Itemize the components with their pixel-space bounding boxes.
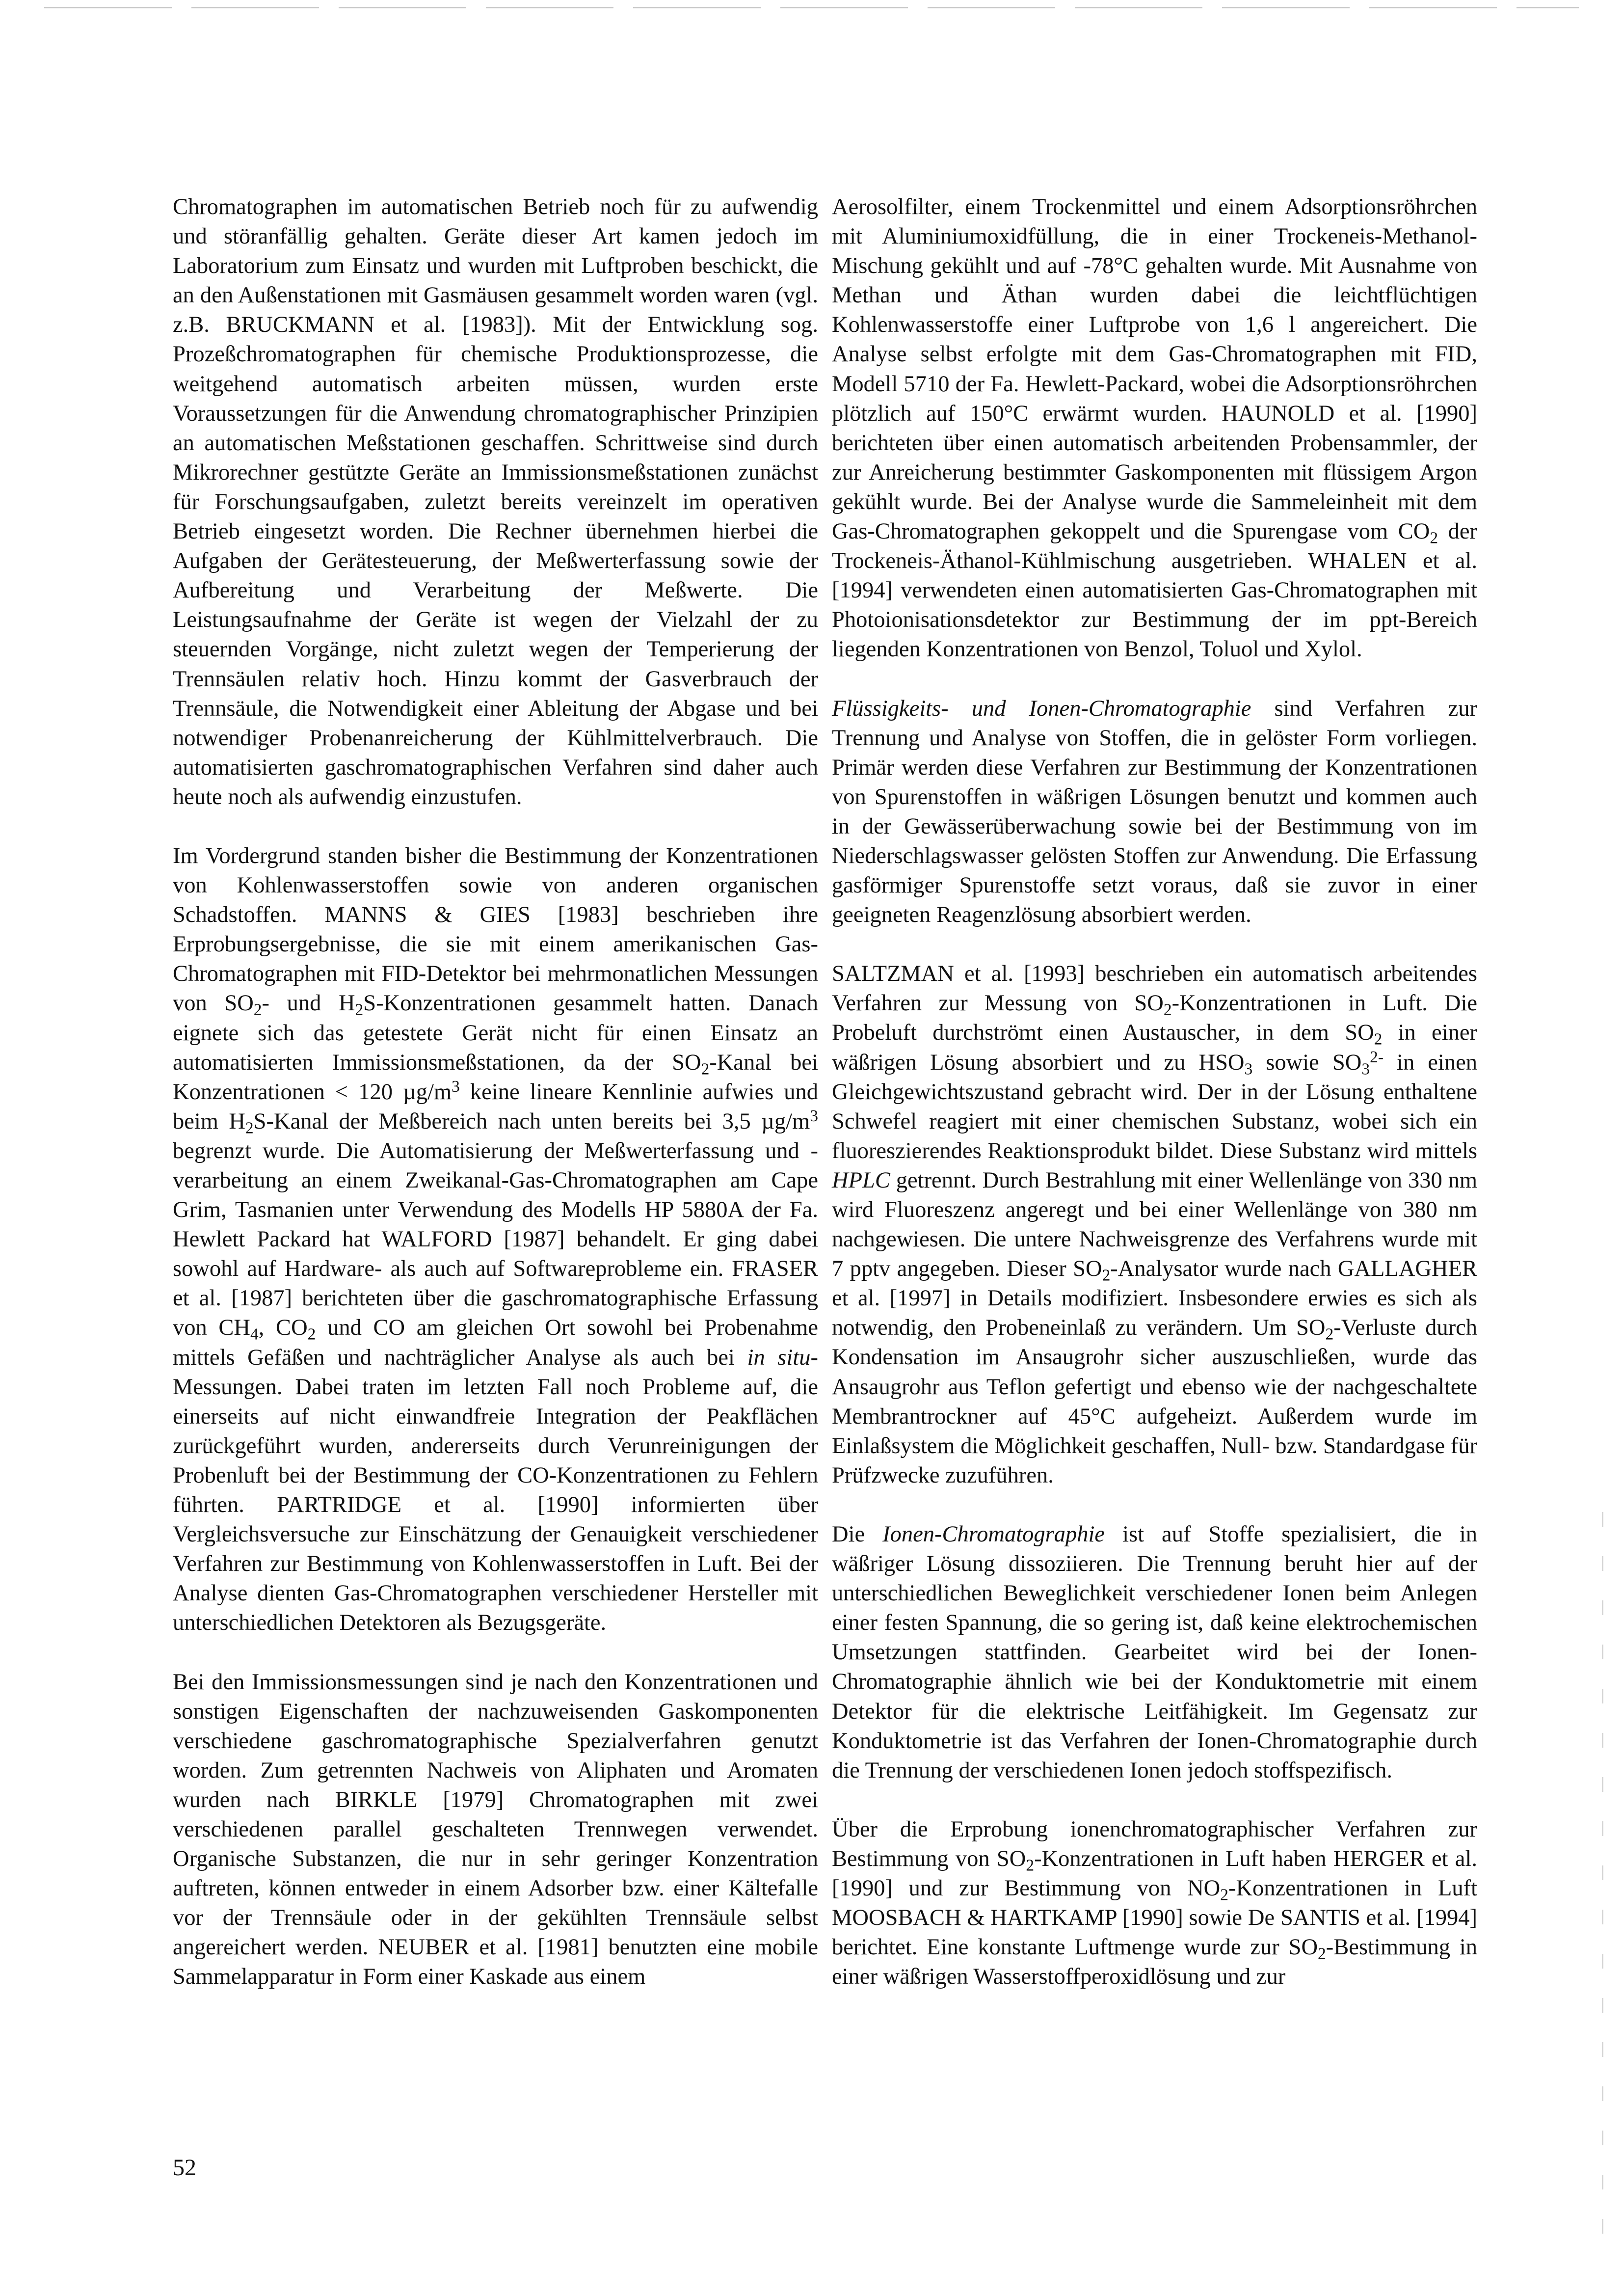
scan-edge-right	[1602, 1512, 1603, 2248]
paragraph-liquid-ion-chromatography: Flüssigkeits- und Ionen-Chromatographie sind Verfahren zur Trennung und Analyse von Stoffen, die in gelöster Form vorliegen. Primär werden diese Verfahren zur Bestimmung der Konzentrationen von Spurenstoffen in wäßrigen Lösungen benutzt und kommen auch in der Gewässerüberwachung sowie bei der Bestimmung von im Niederschlagswasser gelösten Stoffen zur Anwendung. Die Erfassung gasförmiger Spurenstoffe setzt voraus, daß sie zuvor in einer geeigneten Reagenzlösung absorbiert werden.	[832, 696, 1478, 928]
paragraph-special-methods: Bei den Immissionsmessungen sind je nach den Konzentrationen und sonstigen Eigenschaften der nachzuweisenden Gaskomponenten verschiedene gaschromatographische Spezialverfahren genutzt worden. Zum getrennten Nachweis von Aliphaten und Aromaten wurden nach BIRKLE [1979] Chromatographen mit zwei verschiedenen parallel geschalteten Trennwegen verwendet. Organische Substanzen, die nur in sehr geringer Konzentration auftreten, können entweder in einem Adsorber bzw. einer Kältefalle vor der Trennsäule oder in der gekühlten Trennsäule selbst angereichert werden. NEUBER et al. [1981] benutzten eine mobile Sammelapparatur in Form einer Kaskade aus einem	[173, 1669, 818, 1990]
paragraph-gc-automation: Chromatographen im automatischen Betrieb noch für zu aufwendig und störanfällig gehalten. Geräte dieser Art kamen jedoch im Laboratorium zum Einsatz und wurden mit Luftproben beschickt, die an den Außenstationen mit Gasmäusen gesammelt worden waren (vgl. z.B. BRUCKMANN et al. [1983]). Mit der Entwicklung sog. Prozeßchromatographen für chemische Produktionsprozesse, die weitgehend automatisch arbeiten müssen, wurden erste Voraussetzungen für die Anwendung chromatographischer Prinzipien an automatischen Meßstationen geschaffen. Schrittweise sind durch Mikrorechner gestützte Geräte an Immissionsmeßstationen zunächst für Forschungsaufgaben, zuletzt bereits vereinzelt im operativen Betrieb eingesetzt worden. Die Rechner übernehmen hierbei die Aufgaben der Gerätesteuerung, der Meßwerterfassung sowie der Aufbereitung und Verarbeitung der Meßwerte. Die Leistungsaufnahme der Geräte ist wegen der Vielzahl der zu steuernden Vorgänge, nicht zuletzt wegen der Temperierung der Trennsäulen relativ hoch. Hinzu kommt der Gasverbrauch der Trennsäule, die Notwendigkeit einer Ableitung der Abgase und bei notwendiger Probenanreicherung der Kühlmittelverbrauch. Die automatisierten gaschromatographischen Verfahren sind daher auch heute noch als aufwendig einzustufen.	[173, 194, 818, 810]
paragraph-aerosol-filter: Aerosolfilter, einem Trockenmittel und einem Adsorptionsröhrchen mit Aluminiumoxidfüllung, die in einer Trockeneis-Methanol-Mischung gekühlt und auf -78°C gehalten wurde. Mit Ausnahme von Methan und Äthan wurden dabei die leichtflüchtigen Kohlenwasserstoffe einer Luftprobe von 1,6 l angereichert. Die Analyse selbst erfolgte mit dem Gas-Chromatographen mit FID, Modell 5710 der Fa. Hewlett-Packard, wobei die Adsorptionsröhrchen plötzlich auf 150°C erwärmt wurden. HAUNOLD et al. [1990] berichteten über einen automatisch arbeitenden Probensammler, der zur Anreicherung bestimmter Gaskomponenten mit flüssigem Argon gekühlt wurde. Bei der Analyse wurde die Sammeleinheit mit dem Gas-Chromatographen gekoppelt und die Spurengase vom $CO_2$ der Trockeneis-Äthanol-Kühlmischung ausgetrieben. WHALEN et al. [1994] verwendeten einen automatisierten Gas-Chromatographen mit Photoionisationsdetektor zur Bestimmung der im ppt-Bereich liegenden Konzentrationen von Benzol, Toluol und Xylol.	[832, 194, 1477, 662]
right-column	[832, 192, 1477, 1992]
left-column	[173, 192, 818, 1992]
paragraph-ion-chromatography: Die Ionen-Chromatographie ist auf Stoffe spezialisiert, die in wäßriger Lösung dissoziieren. Die Trennung beruht hier auf der unterschiedlichen Beweglichkeit verschiedener Ionen beim Anlegen einer festen Spannung, die so gering ist, daß keine elektrochemischen Umsetzungen stattfinden. Gearbeitet wird bei der Ionen-Chromatographie ähnlich wie bei der Konduktometrie mit einem Detektor für die elektrische Leitfähigkeit. Im Gegensatz zur Konduktometrie ist das Verfahren der Ionen-Chromatographie durch die Trennung der verschiedenen Ionen jedoch stoffspezifisch.	[832, 1521, 1477, 1783]
paragraph-saltzman: SALTZMAN et al. [1993] beschrieben ein automatisch arbeitendes Verfahren zur Messung von $SO_2$-Konzentrationen in Luft. Die Probeluft durchströmt einen Austauscher, in dem $SO_2$ in einer wäßrigen Lösung absorbiert und zu $HSO_3$ sowie $SO_3^{2-}$ in einen Gleichgewichtszustand gebracht wird. Der in der Lösung enthaltene Schwefel reagiert mit einer chemischen Substanz, wobei sich ein fluoreszierendes Reaktionsprodukt bildet. Diese Substanz wird mittels HPLC getrennt. Durch Bestrahlung mit einer Wellenlänge von 330 nm wird Fluoreszenz angeregt und bei einer Wellenlänge von 380 nm nachgewiesen. Die untere Nachweisgrenze des Verfahrens wurde mit 7 pptv angegeben. Dieser $SO_2$-Analysator wurde nach GALLAGHER et al. [1997] in Details modifiziert. Insbesondere erwies es sich als notwendig, den Probeneinlaß zu verändern. Um $SO_2$-Verluste durch Kondensation im Ansaugrohr sicher auszuschließen, wurde das Ansaugrohr aus Teflon gefertigt und ebenso wie der nachgeschaltete Membrantrockner auf 45°C aufgeheizt. Außerdem wurde im Einlaßsystem die Möglichkeit geschaffen, Null- bzw. Standardgase für Prüfzwecke zuzuführen.	[832, 961, 1478, 1488]
scan-edge-top	[44, 7, 1579, 8]
paragraph-hydrocarbon-measurements: Im Vordergrund standen bisher die Bestimmung der Konzentrationen von Kohlenwasserstoffen sowie von anderen organischen Schadstoffen. MANNS & GIES [1983] beschrieben ihre Erprobungsergebnisse, die sie mit einem amerikanischen Gas-Chromatographen mit FID-Detektor bei mehrmonatlichen Messungen von $SO_2-$ und $H_2S$-Konzentrationen gesammelt hatten. Danach eignete sich das getestete Gerät nicht für einen Einsatz an automatisierten Immissionsmeßstationen, da der $SO_2$-Kanal bei Konzentrationen < 120 $\mu g/m^3$ keine lineare Kennlinie aufwies und beim $H_2S$-Kanal der Meßbereich nach unten bereits bei 3,5 $\mu g/m^3$ begrenzt wurde. Die Automatisierung der Meßwerterfassung und -verarbeitung an einem Zweikanal-Gas-Chromatographen am Cape Grim, Tasmanien unter Verwendung des Modells HP 5880A der Fa. Hewlett Packard hat WALFORD [1987] behandelt. Er ging dabei sowohl auf Hardware- als auch auf Softwareprobleme ein. FRASER et al. [1987] berichteten über die gaschromatographische Erfassung von $CH_4$, $CO_2$ und CO am gleichen Ort sowohl bei Probenahme mittels Gefäßen und nachträglicher Analyse als auch bei in situ-Messungen. Dabei traten im letzten Fall noch Probleme auf, die einerseits auf nicht einwandfreie Integration der Peakflächen zurückgeführt wurden, andererseits durch Verunreinigungen der Probenluft bei der Bestimmung der CO-Konzentrationen zu Fehlern führten. PARTRIDGE et al. [1990] informierten über Vergleichsversuche zur Einschätzung der Genauigkeit verschiedener Verfahren zur Bestimmung von Kohlenwasserstoffen in Luft. Bei der Analyse dienten Gas-Chromatographen verschiedener Hersteller mit unterschiedlichen Detektoren als Bezugsgeräte.	[173, 843, 818, 1636]
paragraph-ion-chromatography-tests: Über die Erprobung ionenchromatographischer Verfahren zur Bestimmung von $SO_2$-Konzentrationen in Luft haben HERGER et al. [1990] und zur Bestimmung von $NO_2$-Konzentrationen in Luft MOOSBACH & HARTKAMP [1990] sowie De SANTIS et al. [1994] berichtet. Eine konstante Luftmenge wurde zur $SO_2$-Bestimmung in einer wäßrigen Wasserstoffperoxidlösung und zur	[832, 1816, 1477, 1990]
page-number: 52	[173, 2155, 196, 2181]
